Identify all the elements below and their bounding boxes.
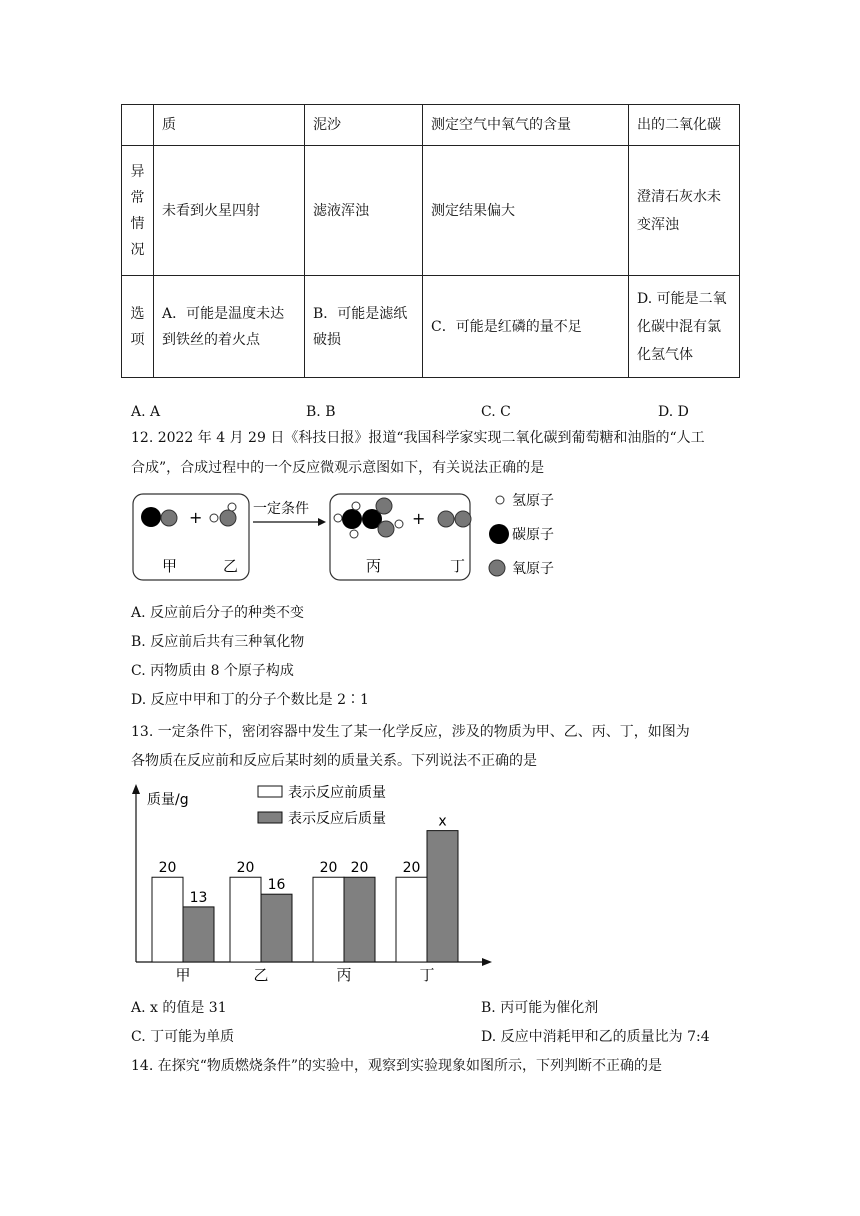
table-cell: C．可能是红磷的量不足 (423, 276, 629, 378)
q13-option-a[interactable]: A. x 的值是 31 (131, 1000, 227, 1016)
hydrogen-atom-icon (228, 503, 236, 511)
table-cell: B．可能是滤纸破损 (305, 276, 423, 378)
q12-option-d[interactable]: D. 反应中甲和丁的分子个数比是 2∶1 (131, 692, 369, 708)
bar-before-2 (313, 877, 344, 962)
q12-option-a[interactable]: A. 反应前后分子的种类不变 (131, 605, 305, 621)
q11-table (121, 104, 740, 378)
legend-hydrogen: 氢原子 (512, 493, 554, 509)
bar-after-3 (427, 831, 458, 962)
category-label: 乙 (253, 966, 269, 984)
plus-sign: + (412, 509, 426, 528)
row-label-abnormal: 异 常 情 况 (122, 146, 154, 276)
label-yi: 乙 (223, 557, 239, 575)
mass-bar-chart (128, 778, 498, 988)
table-cell: 出的二氧化碳 (629, 105, 740, 146)
label-jia: 甲 (162, 557, 178, 575)
hydrogen-atom-icon (395, 520, 403, 528)
bar-before-1 (230, 877, 261, 962)
category-label: 丙 (336, 966, 352, 984)
q13-option-d[interactable]: D. 反应中消耗甲和乙的质量比为 7:4 (481, 1029, 710, 1045)
bar-value-label: 20 (236, 860, 255, 877)
label-ding: 丁 (450, 557, 466, 575)
oxygen-atom-icon (378, 521, 394, 537)
table-cell: 测定结果偏大 (423, 146, 629, 276)
q12-option-b[interactable]: B. 反应前后共有三种氧化物 (131, 634, 305, 650)
q11-choice-d[interactable]: D. D (658, 404, 689, 420)
category-label: 甲 (175, 966, 191, 984)
table-cell (122, 105, 154, 146)
legend-before-swatch (258, 786, 282, 797)
oxygen-atom-icon (376, 498, 392, 514)
table-cell: 质 (154, 105, 305, 146)
bar-after-2 (344, 877, 375, 962)
oxygen-atom-icon (489, 560, 505, 576)
bar-value-label: 20 (158, 860, 177, 877)
carbon-atom-icon (489, 524, 509, 544)
row-label-options: 选 项 (122, 276, 154, 378)
q11-choice-c[interactable]: C. C (481, 404, 511, 420)
table-cell: D. 可能是二氧化碳中混有氯化氢气体 (629, 276, 740, 378)
oxygen-atom-icon (455, 511, 471, 527)
q13-option-b[interactable]: B. 丙可能为催化剂 (481, 1000, 599, 1016)
legend-oxygen: 氧原子 (512, 561, 554, 577)
oxygen-atom-icon (438, 511, 454, 527)
q11-choice-b[interactable]: B. B (306, 404, 336, 420)
reaction-diagram (128, 488, 568, 588)
category-label: 丁 (419, 966, 435, 984)
legend-after-swatch (258, 812, 282, 823)
bar-value-label: 20 (319, 860, 338, 877)
bar-value-label: 16 (267, 877, 286, 894)
legend-carbon: 碳原子 (512, 527, 554, 543)
arrow-icon (318, 518, 326, 526)
bar-after-0 (183, 907, 214, 962)
q12-stem-line1: 12. 2022 年 4 月 29 日《科技日报》报道“我国科学家实现二氧化碳到葡萄糖和油脂的“人工 (131, 430, 705, 446)
table-cell: 测定空气中氧气的含量 (423, 105, 629, 146)
oxygen-atom-icon (161, 510, 177, 526)
hydrogen-atom-icon (496, 496, 504, 504)
y-axis-label: 质量/g (147, 792, 189, 808)
q12-stem-line2: 合成”，合成过程中的一个反应微观示意图如下，有关说法正确的是 (131, 460, 545, 476)
table-cell: 泥沙 (305, 105, 423, 146)
q11-choice-a[interactable]: A. A (131, 404, 161, 420)
label-bing: 丙 (366, 557, 382, 575)
arrow-label: 一定条件 (253, 501, 309, 517)
table-cell: 未看到火星四射 (154, 146, 305, 276)
bar-value-label: 20 (402, 860, 421, 877)
bar-value-label: 20 (350, 860, 369, 877)
table-header-row (122, 105, 740, 146)
y-axis-arrow-icon (132, 784, 140, 794)
hydrogen-atom-icon (210, 514, 218, 522)
table-cell: 澄清石灰水未变浑浊 (629, 146, 740, 276)
plus-sign: + (189, 508, 203, 527)
legend-before-label: 表示反应前质量 (288, 785, 386, 801)
bar-before-3 (396, 877, 427, 962)
q13-option-c[interactable]: C. 丁可能为单质 (131, 1029, 235, 1045)
carbon-atom-icon (342, 509, 362, 529)
x-axis-arrow-icon (482, 958, 492, 966)
carbon-atom-icon (141, 507, 161, 527)
q13-stem-line2: 各物质在反应前和反应后某时刻的质量关系。下列说法不正确的是 (131, 753, 537, 769)
q12-option-c[interactable]: C. 丙物质由 8 个原子构成 (131, 663, 294, 679)
hydrogen-atom-icon (352, 502, 360, 510)
oxygen-atom-icon (220, 510, 236, 526)
table-cell: 滤液浑浊 (305, 146, 423, 276)
bar-before-0 (152, 877, 183, 962)
table-cell: A．可能是温度未达到铁丝的着火点 (154, 276, 305, 378)
bar-value-label: 13 (189, 889, 208, 906)
table-row-abnormal (122, 146, 740, 276)
q13-stem-line1: 13. 一定条件下，密闭容器中发生了某一化学反应，涉及的物质为甲、乙、丙、丁，如图为 (131, 724, 690, 740)
legend-after-label: 表示反应后质量 (288, 811, 386, 827)
table-row-options (122, 276, 740, 378)
bar-value-label: x (438, 813, 447, 830)
bar-after-1 (261, 894, 292, 962)
hydrogen-atom-icon (350, 530, 358, 538)
hydrogen-atom-icon (334, 514, 342, 522)
q14-stem: 14. 在探究“物质燃烧条件”的实验中，观察到实验现象如图所示，下列判断不正确的是 (131, 1058, 663, 1074)
